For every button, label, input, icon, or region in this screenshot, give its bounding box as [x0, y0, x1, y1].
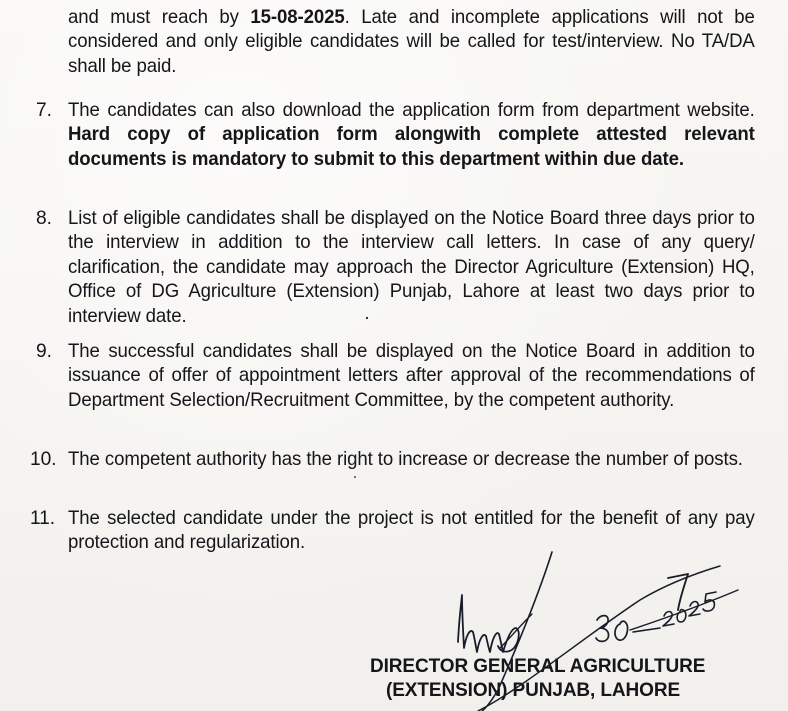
deadline-date: 15-08-2025 — [250, 7, 345, 28]
list-item-9 — [68, 340, 755, 413]
item-number-10: 10. — [30, 449, 57, 470]
item-9-text: The successful candidates shall be displayed on the Notice Board in addition to issuance of offer of appointment letters after approval of the recommendations of Department Selection/Recruitment Committee, by the competent authority. — [68, 341, 755, 411]
signature-scribble — [458, 595, 519, 652]
list-item-7 — [68, 99, 755, 172]
continuation-text-a: and must reach by — [68, 7, 251, 28]
item-11-text: The selected candidate under the project is not entitled for the benefit of any pay protection and regularization. — [68, 508, 755, 554]
item-7-text: The candidates can also download the application form from department website. — [68, 100, 755, 121]
date-year — [663, 592, 716, 626]
date-fraction-line — [630, 590, 738, 630]
item-number-8: 8. — [36, 208, 52, 229]
item-number-9: 9. — [36, 341, 52, 362]
item-number-7: 7. — [36, 100, 52, 121]
designation-line-2: (EXTENSION) PUNJAB, LAHORE — [386, 680, 681, 701]
list-item-11 — [68, 507, 755, 556]
designation-line-1: DIRECTOR GENERAL AGRICULTURE — [370, 656, 706, 677]
date-dash — [633, 628, 660, 632]
signatory-designation — [370, 655, 770, 703]
list-item-8 — [68, 207, 755, 329]
continuation-paragraph — [68, 6, 755, 79]
item-number-11: 11. — [30, 508, 55, 529]
continuation-text-b: . Late and incomplete applications will not be considered and only eligible candidates will be called for test/interview. No TA/DA shall be paid. — [68, 7, 755, 77]
item-7-bold-text: Hard copy of application form alongwith complete attested relevant documents is mandatory to submit to this department within due date. — [68, 124, 755, 170]
item-10-text: The competent authority has the right to increase or decrease the number of posts. — [68, 449, 743, 470]
signature-underline — [500, 614, 532, 648]
ink-speck — [354, 476, 356, 478]
date-digit-0 — [615, 621, 628, 640]
item-8-text: List of eligible candidates shall be displayed on the Notice Board three days prior to the interview in addition to the interview call letters. In case of any query/ clarification, the candidate may approach the Director Agriculture (Extension) HQ, Office of DG Agriculture (Extension) Punjab, Lahore at least two days prior to interview date. — [68, 208, 755, 327]
date-digit-3 — [596, 616, 609, 642]
date-digit-7 — [668, 574, 688, 610]
list-item-10 — [68, 448, 755, 472]
